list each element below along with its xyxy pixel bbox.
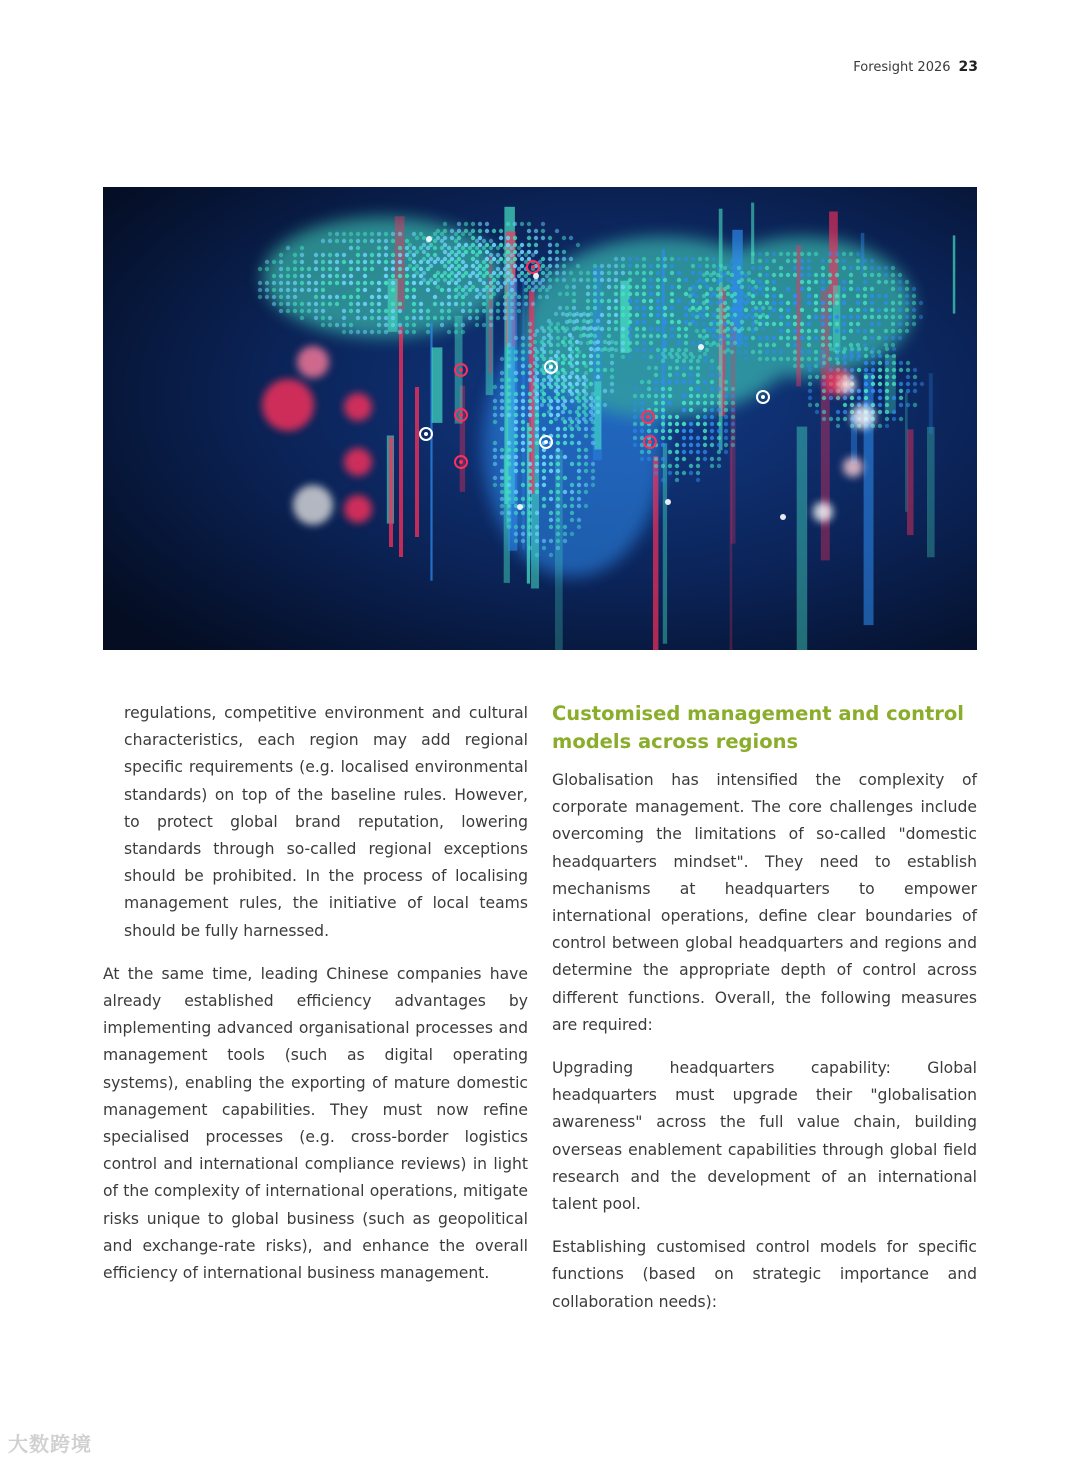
watermark-text: 大数跨境 bbox=[8, 1432, 92, 1456]
right-paragraph-3: Establishing customised control models for specific functions (based on strategic importance and collaboration needs): bbox=[552, 1238, 977, 1311]
left-paragraph-1: regulations, competitive environment and cultural characteristics, each region may add regional specific requirements (e.g. localised environmental standards) on top of the baseline rules. However, to protect global brand reputation, lowering standards through so-called regional exceptions should be prohibited. In the process of localising management rules, the initiative of local teams should be fully harnessed. bbox=[124, 704, 528, 940]
watermark-logo bbox=[8, 1428, 92, 1457]
left-paragraph-2: At the same time, leading Chinese companies have already established efficiency advantages by implementing advanced organisational processes and management tools (such as digital operating systems), enabling the exporting of mature domestic management capabilities. They must now refine specialised processes (e.g. cross-border logistics control and international compliance reviews) in light of the complexity of international operations, mitigate risks unique to global business (such as geopolitical and exchange-rate risks), and enhance the overall efficiency of international business management. bbox=[103, 964, 528, 1283]
right-column bbox=[552, 700, 977, 1332]
left-column bbox=[103, 700, 528, 1303]
publication-title: Foresight 2026 bbox=[853, 60, 951, 75]
section-heading: Customised management and control models across regions bbox=[552, 702, 964, 753]
hero-image bbox=[103, 187, 977, 650]
running-header bbox=[853, 59, 978, 75]
page-number: 23 bbox=[958, 59, 978, 75]
right-paragraph-1: Globalisation has intensified the complexity of corporate management. The core challenges include overcoming the limitations of so-called "domestic headquarters mindset". They need to establish mechanisms at headquarters to empower international operations, define clear boundaries of control between global headquarters and regions and determine the appropriate depth of control across different functions. Overall, the following measures are required: bbox=[552, 771, 977, 1034]
world-map-data-visualization-image bbox=[103, 187, 977, 650]
right-paragraph-2: Upgrading headquarters capability: Global headquarters must upgrade their "globalisation awareness" across the full value chain, building overseas enablement capabilities through global field research and the development of an international talent pool. bbox=[552, 1059, 977, 1214]
